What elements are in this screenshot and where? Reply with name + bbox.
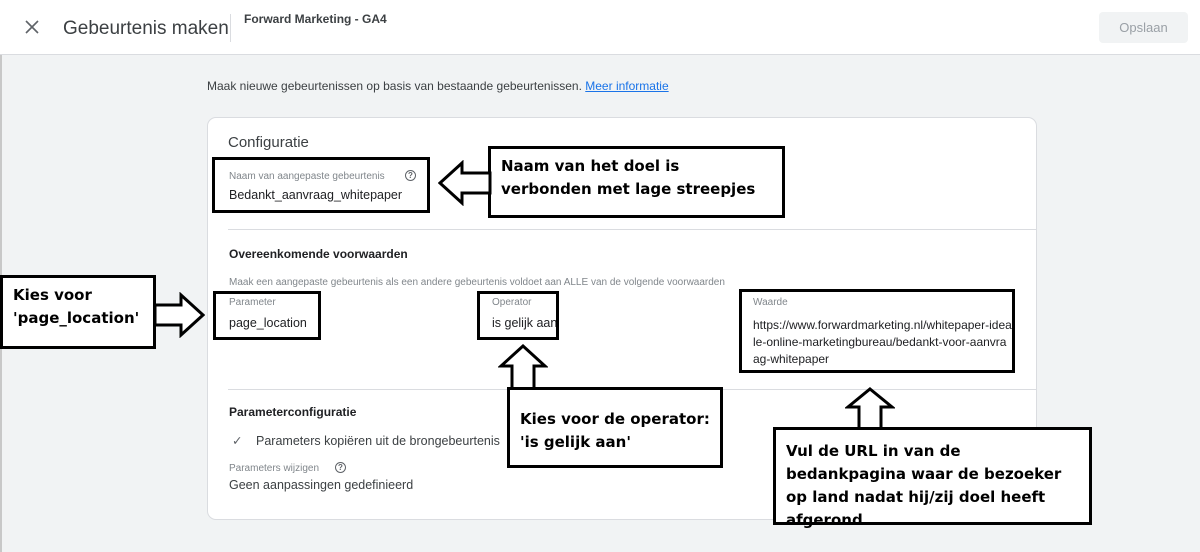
parameter-configuration-title: Parameterconfiguratie xyxy=(229,405,357,419)
parameter-input[interactable]: page_location xyxy=(229,316,307,330)
learn-more-link[interactable]: Meer informatie xyxy=(585,79,669,93)
copy-parameters-label: Parameters kopiëren uit de brongebeurtenis xyxy=(256,434,500,448)
highlight-frame-parameter xyxy=(213,291,321,340)
custom-event-name-label: Naam van aangepaste gebeurtenis xyxy=(229,171,385,182)
intro-description: Maak nieuwe gebeurtenissen op basis van bestaande gebeurtenissen. xyxy=(207,79,586,93)
highlight-frame-value xyxy=(739,289,1015,373)
save-button[interactable]: Opslaan xyxy=(1099,12,1188,43)
arrow-up-icon xyxy=(845,387,895,431)
header-divider xyxy=(230,14,231,42)
modify-parameters-value: Geen aanpassingen gedefinieerd xyxy=(229,478,414,492)
annotation-parameter-note: Kies voor 'page_location' xyxy=(0,275,156,349)
arrow-right-icon xyxy=(153,292,205,338)
help-icon[interactable]: ? xyxy=(405,170,416,181)
arrow-up-icon xyxy=(498,344,548,390)
parameter-label: Parameter xyxy=(229,297,276,308)
matching-conditions-description: Maak een aangepaste gebeurtenis als een andere gebeurtenis voldoet aan ALLE van de volgende voorwaarden xyxy=(229,277,725,288)
highlight-frame-operator xyxy=(477,291,559,340)
intro-text xyxy=(207,79,669,93)
annotation-operator-note: Kies voor de operator: 'is gelijk aan' xyxy=(507,387,723,468)
operator-label: Operator xyxy=(492,297,532,308)
check-icon: ✓ xyxy=(232,434,243,448)
top-app-bar xyxy=(0,0,1200,55)
section-divider xyxy=(228,229,1036,230)
arrow-left-icon xyxy=(438,160,492,206)
highlight-frame-event-name xyxy=(212,157,430,213)
custom-event-name-input[interactable]: Bedankt_aanvraag_whitepaper xyxy=(229,188,403,202)
annotation-url-note: Vul de URL in van de bedankpagina waar de bezoeker op land nadat hij/zij doel heeft afgerond xyxy=(773,427,1092,525)
value-label: Waarde xyxy=(753,297,788,308)
help-icon[interactable]: ? xyxy=(335,462,346,473)
property-name: Forward Marketing - GA4 xyxy=(244,12,387,26)
copy-parameters-option[interactable] xyxy=(232,433,500,448)
matching-conditions-title: Overeenkomende voorwaarden xyxy=(229,247,408,261)
close-icon xyxy=(22,17,42,37)
configuration-title: Configuratie xyxy=(228,134,309,151)
annotation-name-note: Naam van het doel is verbonden met lage streepjes xyxy=(488,146,785,218)
close-button[interactable] xyxy=(22,17,42,37)
operator-select[interactable]: is gelijk aan xyxy=(492,316,558,330)
page-title: Gebeurtenis maken xyxy=(63,18,229,39)
modify-parameters-label: Parameters wijzigen xyxy=(229,463,320,474)
value-input[interactable]: https://www.forwardmarketing.nl/whitepaper-ideale-online-marketingbureau/bedankt-voor-aanvraag-whitepaper xyxy=(753,318,1012,366)
